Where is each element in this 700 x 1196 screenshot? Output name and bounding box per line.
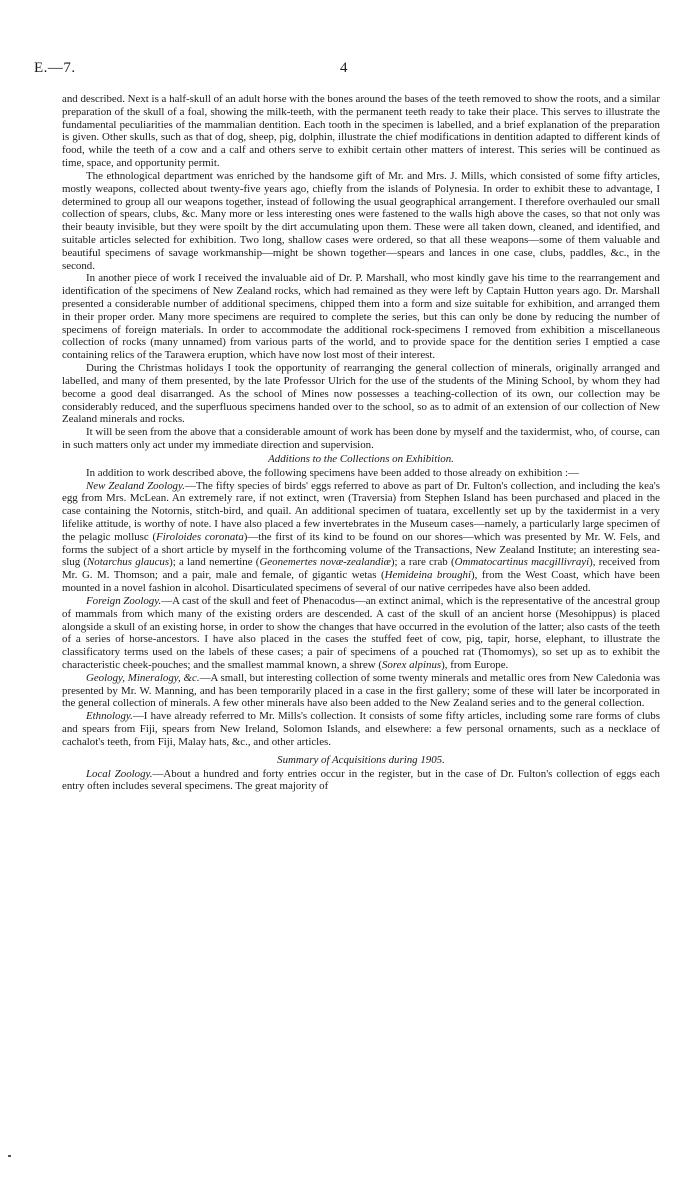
foreign-zoology-text-2: ), from Europe. bbox=[441, 658, 509, 671]
nz-zoology-text-1: —The fifty species of birds' eggs referred to above as part of Dr. Fulton's collection, and including the kea's egg from Mrs. McLean. An extremely rare, if not extinct, wren (Traversia) from Stephen Island has been purchased and placed in the case containing the Notornis, stitch-bird, and quail. An additional specimen of tuatara, excellently set up by the taxidermist in a very lifelike attitude, is worthy of note. I have also placed a few invertebrates in the Museum cases—namely, a particularly large specimen of the pelagic mollusc ( bbox=[62, 479, 661, 543]
nz-zoology-text-5: ), received from Mr. G. M. Thomson; and a pair, male and female, of gigantic wetas ( bbox=[62, 556, 660, 582]
geology-text: —A small, but interesting collection of some twenty minerals and metallic ores from New Caledonia was presented by Mr. W. Manning, and has been temporarily placed in a case in the first gallery; some of these will later be incorporated in the general collection of minerals. A few other minerals have also been added to the New Zealand series and to the general collection. bbox=[62, 671, 661, 710]
section-heading-summary: Summary of Acquisitions during 1905. bbox=[277, 753, 445, 766]
paragraph-geology bbox=[62, 672, 660, 710]
nz-zoology-text-3: ); a land nemertine ( bbox=[169, 556, 260, 569]
paragraph-additions-intro: In addition to work described above, the following specimens have been added to those already on exhibition :— bbox=[85, 466, 579, 479]
nz-zoology-text-4: ); a rare crab ( bbox=[390, 556, 455, 569]
species-name-notarchus: Notarchus glaucus bbox=[87, 556, 170, 569]
geology-lead: Geology, Mineralogy, &c. bbox=[85, 671, 200, 684]
species-name-sorex: Sorex alpinus bbox=[381, 658, 442, 671]
section-heading-additions: Additions to the Collections on Exhibition. bbox=[268, 452, 454, 465]
parliamentary-paper-reference: E.—7. bbox=[34, 60, 76, 76]
page-number: 4 bbox=[340, 60, 348, 76]
nz-zoology-text-2: )—the first of its kind to be found on our shores—which was presented by Mr. W. Fels, and forms the subject of a short article by myself in the forthcoming volume of the Transactions, New Zealand Institute; an interesting sea-slug ( bbox=[62, 530, 660, 569]
foreign-zoology-text-1: —A cast of the skull and feet of Phenacodus—an extinct animal, which is the representative of the ancestral group of mammals from which many of the existing orders are descended. A cast of the skull of an ancient horse (Mesohippus) is placed alongside a skull of an existing horse, in order to show the changes that have occurred in the evolution of the latter; also casts of the teeth of a series of horse-ancestors. I have also placed in the cases the stuffed feet of cow, pig, tapir, horse, elephant, to illustrate the classificatory terms used on the labels of these cases; a pair of specimens of a pouched rat (Thomomys), so set up as to exhibit the characteristic cheek-pouches; and the smallest mammal known, a shrew ( bbox=[62, 594, 660, 671]
paragraph-work-summary: It will be seen from the above that a considerable amount of work has been done by myself and the taxidermist, who, of course, can in such matters only act under my immediate direction and supervision. bbox=[62, 426, 660, 451]
nz-zoology-lead: New Zealand Zoology. bbox=[85, 479, 185, 492]
paragraph-ethnological-department: The ethnological department was enriched by the handsome gift of Mr. and Mrs. J. Mills, which consisted of some fifty articles, mostly weapons, collected about twenty-five years ago, chiefly from the islands of Polynesia. In order to exhibit these to advantage, I determined to group all our weapons together, instead of following the usual geographical arrangement. I therefore overhauled our small collection of spears, clubs, &c. Many more or less interesting ones were fastened to the walls high above the cases, so that not only was their beauty invisible, but they were spoilt by the dirt accumulating upon them. These were all taken down, cleaned, and identified, and suitable articles selected for exhibition. Two long, shallow cases were ordered, so that all these weapons—some of them valuable and beautiful specimens of savage workmanship—might be shown together—spears and lances in one case, clubs, paddles, &c., in the second. bbox=[62, 169, 660, 272]
paragraph-nz-zoology bbox=[62, 480, 660, 595]
species-name-hemideina: Hemideina broughi bbox=[384, 569, 472, 582]
species-name-ommatocartinus: Ommatocartinus macgillivrayi bbox=[454, 556, 590, 569]
local-zoology-text: —About a hundred and forty entries occur in the register, but in the case of Dr. Fulton's collection of eggs each entry often includes several specimens. The great majority of bbox=[62, 767, 660, 793]
body-text bbox=[62, 93, 660, 793]
species-name-geonemertes: Geonemertes novæ-zealandiæ bbox=[259, 556, 391, 569]
ethnology-lead: Ethnology. bbox=[85, 710, 133, 723]
foreign-zoology-lead: Foreign Zoology. bbox=[85, 594, 162, 607]
local-zoology-lead: Local Zoology. bbox=[85, 767, 153, 780]
scan-mark bbox=[8, 1155, 11, 1157]
nz-zoology-text-6: ), from the West Coast, which have been mounted in a novel fashion in alcohol. Disarticulated specimens of several of our native cerripedes have also been added. bbox=[62, 569, 661, 595]
paragraph-minerals-rearrangement: During the Christmas holidays I took the opportunity of rearranging the general collection of minerals, originally arranged and labelled, and many of them presented, by the late Professor Ulrich for the use of the students of the Mining School, by whom they had become a good deal disarranged. As the school of Mines now possesses a teaching-collection of its own, our collection may be considerably reduced, and the superfluous specimens handed over to the school, so as to admit of an extension of our collection of New Zealand minerals and rocks. bbox=[62, 362, 660, 426]
species-name-firoloides: Firoloides coronata bbox=[156, 530, 244, 543]
paragraph-ethnology bbox=[62, 710, 660, 748]
paragraph-foreign-zoology bbox=[62, 595, 660, 672]
paragraph-rock-specimens: In another piece of work I received the invaluable aid of Dr. P. Marshall, who most kindly gave his time to the rearrangement and identification of the specimens of New Zealand rocks, which had remained as they were left by Captain Hutton years ago. Dr. Marshall presented a considerable number of additional specimens, chipped them into a form and size suitable for exhibition, and arranged them in their proper order. Many more specimens are required to complete the series, but this can only be done by reducing the number of specimens of foreign materials. In order to accommodate the additional rock-specimens I removed from exhibition a miscellaneous collection of rocks (many unnamed) from various parts of the world, and to provide space for the dentition series I emptied a case containing relics of the Tarawera eruption, which have now lost most of their interest. bbox=[62, 272, 660, 362]
paragraph-local-zoology bbox=[62, 768, 660, 794]
ethnology-text: —I have already referred to Mr. Mills's collection. It consists of some fifty articles, including some rare forms of clubs and spears from Fiji, spears from New Ireland, Solomon Islands, and elsewhere: a few personal ornaments, such as a necklace of cachalot's teeth, from Fiji, Malay hats, &c., and other articles. bbox=[62, 710, 660, 748]
paragraph-dentition-continued: and described. Next is a half-skull of an adult horse with the bones around the bases of the teeth removed to show the roots, and a similar preparation of the skull of a foal, showing the milk-teeth, with the permanent teeth ready to take their place. This serves to illustrate the fundamental peculiarities of the mammalian dentition. Each tooth in the specimen is labelled, and a brief explanation of the preparation is given. Other skulls, such as that of dog, sheep, pig, dolphin, illustrate the chief modifications in dentition adapted to different kinds of food, while the teeth of a cow and a calf and others serve to exhibit certain other matters of interest. This series will be continued as time, space, and opportunity permit. bbox=[62, 93, 660, 170]
